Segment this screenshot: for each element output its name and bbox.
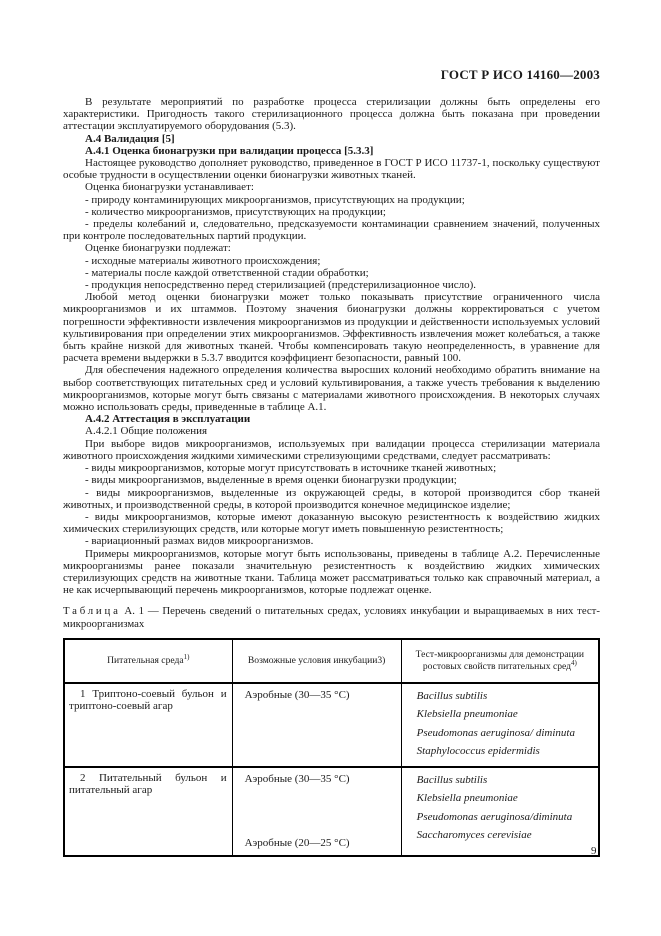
organism-name: Saccharomyces cerevisiae [416,829,532,842]
organism-name: Pseudomonas aeruginosa/ diminuta [416,726,575,739]
condition: Аэробные (30—35 °С) [244,772,350,785]
table-row [64,683,599,767]
paragraph: При выборе видов микроорганизмов, используемых при валидации процесса стерилизации материала животного происхождения жидкими химическими стрелизующими средствами, следует рассматривать: [63,437,600,462]
subsection-heading-a421: А.4.2.1 Общие положения [85,425,208,438]
paragraph: Настоящее руководство дополняет руководство, приведенное в ГОСТ Р ИСО 11737-1, поскольку существуют особые трудности в осуществлении оценки бионагрузки животных тканей. [63,157,600,182]
condition: Аэробные (20—25 °С) [244,837,350,850]
table-caption-word: Таблица [63,605,121,618]
col-header-test-organisms: Тест-микроорганизмы для демонстрации ростовых свойств питательных сред$^{4)}$ [401,639,599,683]
table-row [64,767,599,856]
cell-medium: 1 Триптоно-соевый бульон и триптоно-соевый агар [64,683,232,767]
cell-organisms [401,767,599,856]
list-item: - природу контаминирующих микроорганизмов, присутствующих на продукции; [85,193,465,206]
list-item: - вариационный размах видов микроорганизмов. [85,535,314,548]
col-header-incubation: Возможные условия инкубации3) [232,639,401,683]
list-item: - исходные материалы животного происхождения; [85,254,321,267]
media-table [63,638,600,857]
organism-name: Bacillus subtilis [416,773,488,786]
table-caption-text: А. 1 — Перечень сведений о питательных средах, условиях инкубации и выращиваемых в них тест-микроорганизмах [63,605,600,630]
footnote-marker: 1) [183,652,190,661]
list-item: - материалы после каждой ответственной стадии обработки; [85,266,369,279]
table-header-row [64,639,599,683]
page-number: 9 [591,845,597,857]
organism-name: Klebsiella pneumoniae [416,792,518,805]
paragraph: Любой метод оценки бионагрузки может только показывать присутствие ограниченного числа микроорганизмов и их штаммов. Поэтому значения бионагрузки должны корректироваться с учетом погрешности эффективности извлечения микроорганизмов из продукции и действенности используемых условий культивирования при определении этих микроорганизмов. Эффективность извлечения может колебаться, а также быть крайне низкой для животных тканей. Чтобы компенсировать такую неопределенность, в уравнение для расчета времени выдержки в 5.3.7 вводится коэффициент безопасности, равный 100. [63,291,600,365]
organism-name: Staphylococcus epidermidis [416,745,540,758]
organism-name: Pseudomonas aeruginosa/diminuta [416,810,573,823]
list-item: - виды микроорганизмов, которые могут присутствовать в источнике тканей животных; [85,462,497,475]
list-item: - продукция непосредственно перед стерилизацией (предстерилизационное число). [85,279,477,292]
cell-conditions [232,767,401,856]
cell-medium: 2 Питательный бульон и питательный агар [64,767,232,856]
list-item: - пределы колебаний и, следовательно, предсказуемости контаминации сравнением значений, полученных при контроле последовательных партий продукции. [63,218,600,243]
col-header-medium: Питательная среда$^{1)}$ [64,639,232,683]
list-item: - виды микроорганизмов, выделенные из окружающей среды, в которой производится сбор тканей животных, и производственной среды, в которой производится конечное медицинское изделие; [63,486,600,511]
organism-name: Klebsiella pneumoniae [416,708,518,721]
list-item: - виды микроорганизмов, выделенные в время оценки бионагрузки продукции; [85,474,457,487]
paragraph: Оценка бионагрузки устанавливает: [85,181,254,194]
paragraph: Для обеспечения надежного определения количества выросших колоний необходимо обратить внимание на выбор соответствующих питательных сред и условий культивирования, а также учесть требования к выделению микроорганизмов, которые могут быть связаны с материалами животного происхождения. В некоторых случаях можно использовать среды, приведенные в таблице А.1. [63,364,600,414]
list-item: - количество микроорганизмов, присутствующих на продукции; [85,205,386,218]
condition: Аэробные (30—35 °С) [244,688,350,701]
cell-organisms [401,683,599,767]
body-text [63,96,600,857]
section-heading-a42: А.4.2 Аттестация в эксплуатации [85,413,251,426]
doc-code-header: ГОСТ Р ИСО 14160—2003 [440,67,600,82]
paragraph: Оценке бионагрузки подлежат: [85,242,231,255]
footnote-marker: 4) [571,658,577,667]
paragraph: В результате мероприятий по разработке процесса стерилизации должны быть определены его характеристики. Пригодность такого стерилизационного процесса должна быть показана при проведении аттестации эксплуатируемого оборудования (5.3). [63,96,600,133]
paragraph: Примеры микроорганизмов, которые могут быть использованы, приведены в таблице А.2. Перечисленные микроорганизмы ранее показали значительную резистентность к воздействию жидких химических стерилизующих средств на животные ткани. Таблица может рассматриваться только как справочный материал, а не как исчерпывающий перечень микроорганизмов, которые подлежат оценке. [63,547,600,597]
table-caption [63,605,600,630]
section-heading-a4: А.4 Валидация [5] [85,132,175,145]
cell-conditions [232,683,401,767]
list-item: - виды микроорганизмов, которые имеют доказанную высокую резистентность к воздействию жидких химических стерилизующих средств, или которые могут иметь повышенную резистентность; [63,510,600,536]
organism-name: Bacillus subtilis [416,689,488,702]
section-heading-a41: А.4.1 Оценка бионагрузки при валидации процесса [5.3.3] [85,144,374,157]
